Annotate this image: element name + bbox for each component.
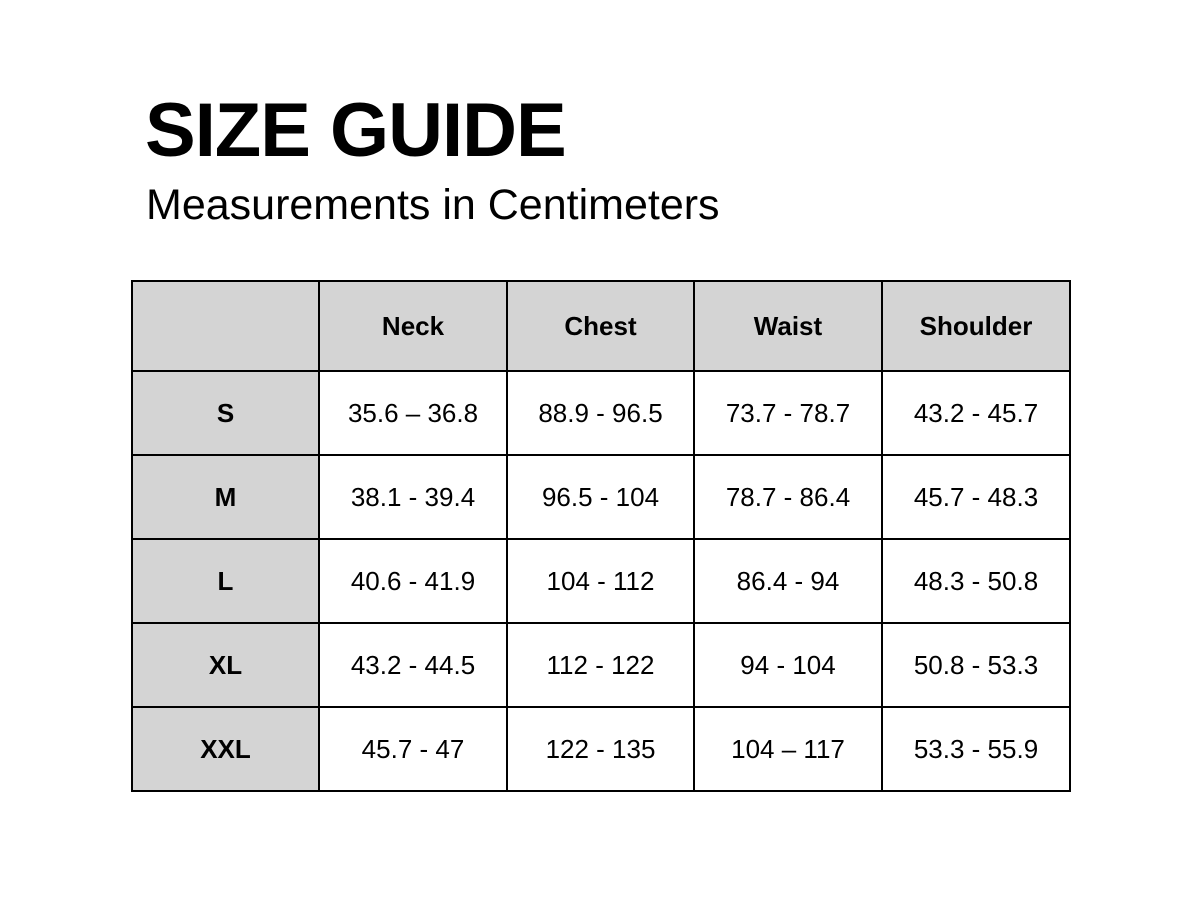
row-header-size: XXL: [132, 707, 319, 791]
page-subtitle: Measurements in Centimeters: [146, 181, 720, 229]
row-header-size: M: [132, 455, 319, 539]
table-row: [132, 623, 1070, 707]
neck-value: 38.1 - 39.4: [319, 455, 507, 539]
table-row: [132, 371, 1070, 455]
chest-value: 112 - 122: [507, 623, 694, 707]
chest-value: 96.5 - 104: [507, 455, 694, 539]
shoulder-value: 45.7 - 48.3: [882, 455, 1070, 539]
table-row: [132, 539, 1070, 623]
corner-cell: [132, 281, 319, 371]
shoulder-value: 48.3 - 50.8: [882, 539, 1070, 623]
chest-value: 104 - 112: [507, 539, 694, 623]
row-header-size: L: [132, 539, 319, 623]
neck-value: 40.6 - 41.9: [319, 539, 507, 623]
table-row: [132, 455, 1070, 539]
waist-value: 86.4 - 94: [694, 539, 882, 623]
column-header-waist: Waist: [694, 281, 882, 371]
shoulder-value: 43.2 - 45.7: [882, 371, 1070, 455]
size-table: [131, 280, 1071, 792]
chest-value: 88.9 - 96.5: [507, 371, 694, 455]
shoulder-value: 50.8 - 53.3: [882, 623, 1070, 707]
neck-value: 45.7 - 47: [319, 707, 507, 791]
page-title: SIZE GUIDE: [145, 88, 566, 173]
row-header-size: S: [132, 371, 319, 455]
column-header-neck: Neck: [319, 281, 507, 371]
waist-value: 104 – 117: [694, 707, 882, 791]
waist-value: 94 - 104: [694, 623, 882, 707]
chest-value: 122 - 135: [507, 707, 694, 791]
table-row: [132, 707, 1070, 791]
waist-value: 78.7 - 86.4: [694, 455, 882, 539]
waist-value: 73.7 - 78.7: [694, 371, 882, 455]
column-header-shoulder: Shoulder: [882, 281, 1070, 371]
table-header-row: [132, 281, 1070, 371]
neck-value: 43.2 - 44.5: [319, 623, 507, 707]
shoulder-value: 53.3 - 55.9: [882, 707, 1070, 791]
column-header-chest: Chest: [507, 281, 694, 371]
row-header-size: XL: [132, 623, 319, 707]
neck-value: 35.6 – 36.8: [319, 371, 507, 455]
